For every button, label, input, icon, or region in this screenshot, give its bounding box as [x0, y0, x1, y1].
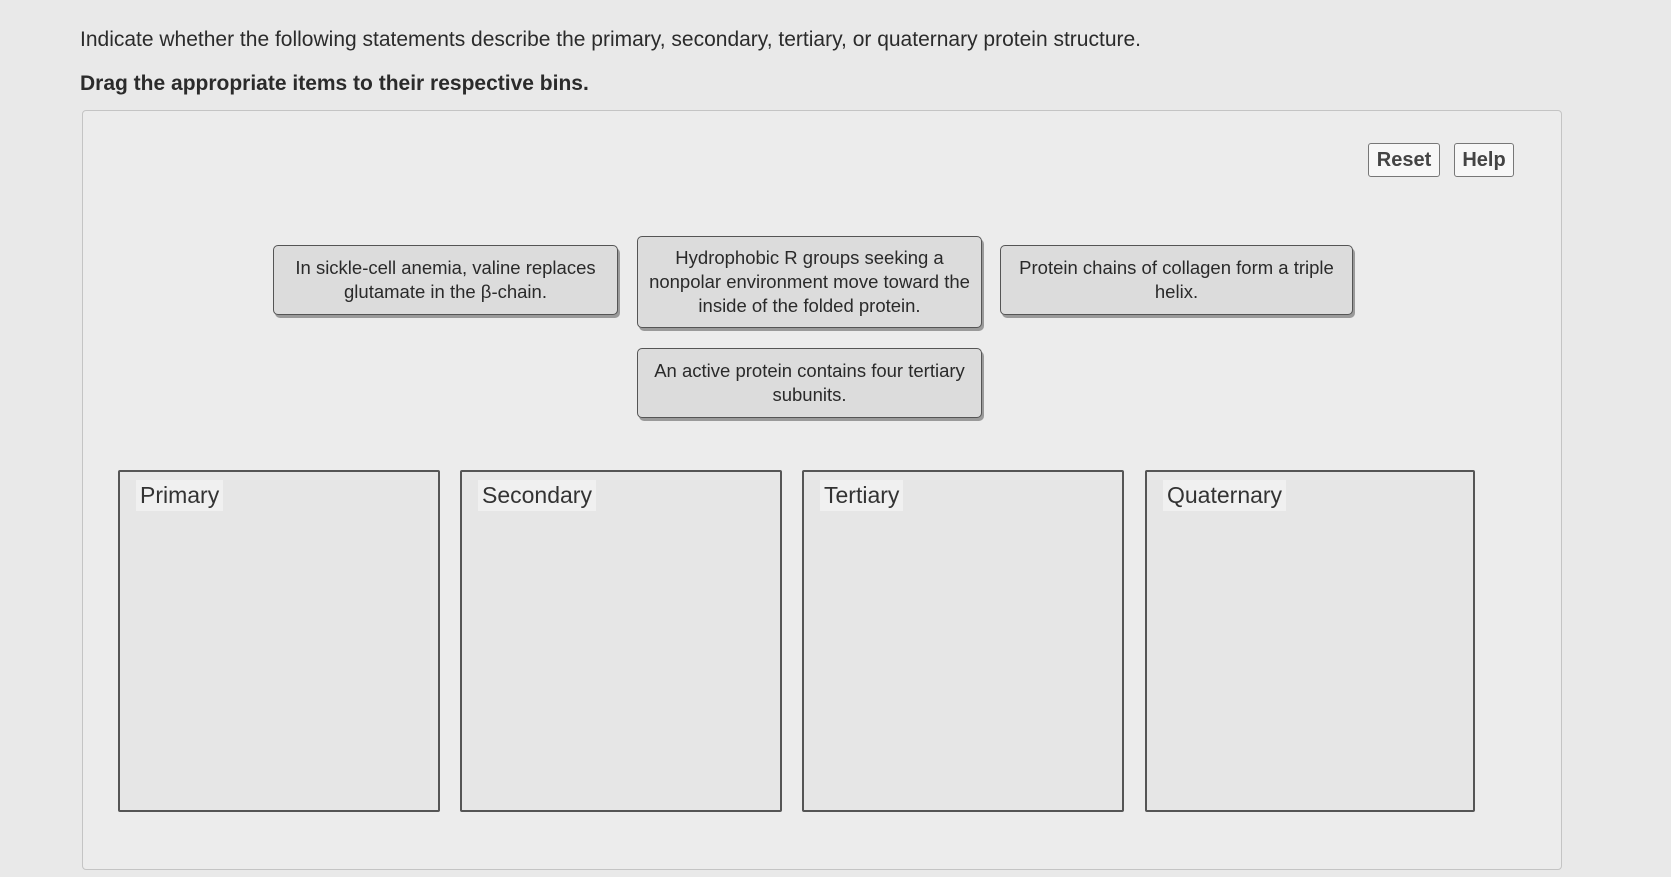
bin-quaternary[interactable]	[1145, 470, 1475, 812]
help-button[interactable]: Help	[1454, 143, 1514, 177]
draggable-item-collagen-helix[interactable]	[1000, 245, 1353, 315]
reset-button[interactable]: Reset	[1368, 143, 1440, 177]
draggable-item-sickle-cell[interactable]	[273, 245, 618, 315]
bin-tertiary[interactable]	[802, 470, 1124, 812]
instructions-text: Indicate whether the following statements describe the primary, secondary, tertiary, or quaternary protein structure.	[80, 28, 1142, 51]
draggable-item-four-subunits[interactable]	[637, 348, 982, 418]
draggable-item-hydrophobic-r-groups[interactable]	[637, 236, 982, 328]
item-text: Hydrophobic R groups seeking a nonpolar environment move toward the inside of the folded protein.	[649, 247, 970, 316]
bin-label: Secondary	[478, 480, 596, 511]
bin-label: Quaternary	[1163, 480, 1286, 511]
bin-label: Primary	[136, 480, 223, 511]
item-text: In sickle-cell anemia, valine replaces glutamate in the β-chain.	[295, 257, 596, 302]
item-text: An active protein contains four tertiary subunits.	[654, 360, 965, 405]
item-text: Protein chains of collagen form a triple helix.	[1019, 257, 1334, 302]
drag-instructions-text: Drag the appropriate items to their respective bins.	[80, 72, 589, 95]
bin-primary[interactable]	[118, 470, 440, 812]
bin-secondary[interactable]	[460, 470, 782, 812]
bin-label: Tertiary	[820, 480, 903, 511]
